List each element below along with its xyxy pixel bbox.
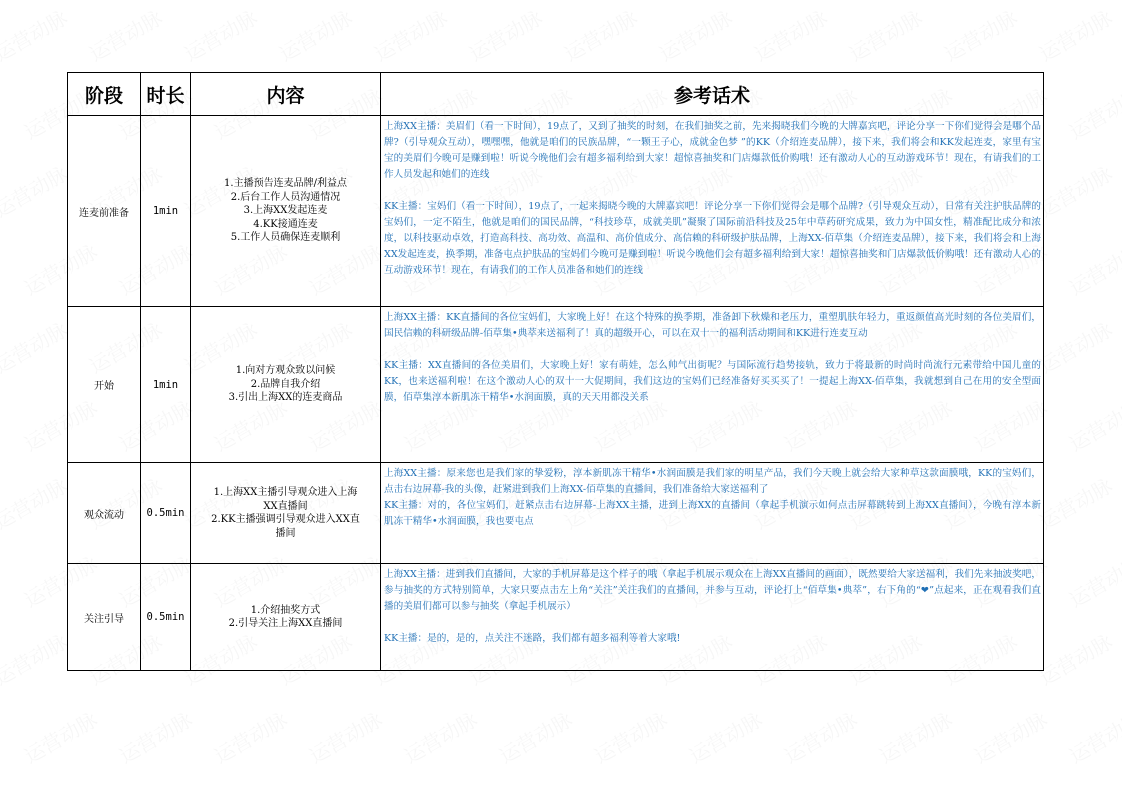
watermark-text xyxy=(1033,2,1117,67)
watermark-text xyxy=(1063,704,1122,769)
content-line: 1.主播预告连麦品牌/利益点 xyxy=(224,178,347,190)
content-cell xyxy=(191,463,381,564)
watermark-text xyxy=(778,704,862,769)
watermark-text xyxy=(0,2,72,67)
table-row xyxy=(68,463,1044,564)
watermark-text xyxy=(368,2,452,67)
header-row xyxy=(68,73,1044,116)
watermark-text xyxy=(843,2,927,67)
script-paragraph: 上海XX主播：KK直播间的各位宝妈们，大家晚上好！在这个特殊的换季期，准备卸下秋燥和老压力，重塑肌肤年轻力，重返颜值高光时刻的各位美眉们，国民信赖的科研级品牌-佰草集•典萃来送福利了！真的超级开心，可以在双十一的福利活动期间和KK进行连麦互动 xyxy=(384,312,1041,339)
script-paragraph: 上海XX主播：原来您也是我们家的挚爱粉，淳本新肌冻干精华•水润面膜是我们家的明星产品，我们今天晚上就会给大家种草这款面膜哦，KK的宝妈们，点击右边屏幕-我的头像，赶紧进到我们上海XX-佰草集的直播间，我们准备给大家送福利了 xyxy=(384,468,1041,495)
content-line: 4.KK接通连麦 xyxy=(253,218,318,230)
script-cell xyxy=(381,564,1044,671)
table-row xyxy=(68,564,1044,671)
watermark-text xyxy=(0,314,72,379)
watermark-text xyxy=(968,704,1052,769)
watermark-text xyxy=(398,704,482,769)
watermark-text xyxy=(1033,470,1117,535)
content-line: 2.后台工作人员沟通情况 xyxy=(230,191,341,203)
script-paragraph: KK主播：是的，是的，点关注不迷路，我们都有超多福利等着大家哦! xyxy=(384,633,681,644)
watermark-text xyxy=(558,2,642,67)
table-row xyxy=(68,116,1044,307)
watermark-text xyxy=(873,704,957,769)
watermark-text xyxy=(1033,158,1117,223)
watermark-text xyxy=(653,2,737,67)
table-row xyxy=(68,307,1044,463)
watermark-text xyxy=(493,704,577,769)
content-line: 2.品牌自我介绍 xyxy=(250,378,321,390)
script-paragraph: KK主播：宝妈们（看一下时间），19点了，一起来揭晓今晚的大牌嘉宾吧！评论分享一下你们觉得会是哪个品牌?（引导观众互动），日常有关注护肤品牌的宝妈们，一定不陌生，他就是咱们的国民品牌，“科技珍草，成就美肌”凝聚了国际前沿科技及25年中草药研究成果，致力为中国女性，精准配比成分和浓度，以科技驱动卓效，打造高科技、高功效、高温和、高价值成分、高信赖的科研级护肤品牌，上海XX-佰草集（介绍连麦品牌），接下来，我们将会和上海XX发起连麦，换季期，准备屯点护肤品的宝妈们今晚可是赚到啦！听说今晚他们会有超多福利给到大家！超惊喜抽奖和门店爆款低价购哦！还有激动人心的互动游戏环节！现在，有请我们的工作人员准备和她们的连线 xyxy=(384,201,1041,276)
content-cell xyxy=(191,116,381,307)
content-line: 2.KK主播强调引导观众进入XX直 xyxy=(211,514,360,525)
watermark-text xyxy=(683,704,767,769)
script-paragraph: KK主播：对的，各位宝妈们，赶紧点击右边屏幕-上海XX主播，进到上海XX的直播间（拿起手机演示如何点击屏幕跳转到上海XX直播间），今晚有淳本新肌冻干精华•水润面膜，我也要屯点 xyxy=(384,500,1041,527)
duration-cell: 1min xyxy=(141,307,191,463)
duration-cell: 0.5min xyxy=(141,564,191,671)
watermark-text xyxy=(1063,80,1122,145)
stage-cell: 关注引导 xyxy=(68,564,141,671)
content-line: 2.引导关注上海XX直播间 xyxy=(228,618,343,629)
content-line: 5.工作人员确保连麦顺利 xyxy=(230,232,341,244)
watermark-text xyxy=(938,2,1022,67)
watermark-text xyxy=(1033,314,1117,379)
watermark-text xyxy=(113,704,197,769)
header-content: 内容 xyxy=(191,73,381,116)
watermark-text xyxy=(1063,236,1122,301)
watermark-text xyxy=(1033,626,1117,691)
watermark-text xyxy=(178,2,262,67)
script-paragraph: 上海XX主播：美眉们（看一下时间），19点了，又到了抽奖的时刻，在我们抽奖之前，先来揭晓我们今晚的大牌嘉宾吧，评论分享一下你们觉得会是哪个品牌?（引导观众互动），嘿嘿嘿，他就是咱们的民族品牌，“一颗王子心，成就金色梦 ”的KK（介绍连麦品牌），接下来，我们将会和KK发起连麦，家里有宝宝的美眉们今晚可是赚到啦！听说今晚他们会有超多福利给到大家！超惊喜抽奖和门店爆款低价购哦！还有激动人心的互动游戏环节！现在，有请我们的工作人员发起和她们的连线 xyxy=(384,121,1041,180)
watermark-text xyxy=(0,158,72,223)
watermark-text xyxy=(463,2,547,67)
duration-cell: 1min xyxy=(141,116,191,307)
stage-cell: 观众流动 xyxy=(68,463,141,564)
content-cell xyxy=(191,564,381,671)
content-line: 1.向对方观众致以问候 xyxy=(235,365,336,377)
live-script-table xyxy=(67,72,1044,671)
script-paragraph: KK主播：XX直播间的各位美眉们，大家晚上好！家有萌娃，怎么帅气出街呢？与国际流行趋势接轨，致力于将最新的时尚时尚流行元素带给中国儿童的KK，也来送福利啦！在这个激动人心的双十一大促期间，我们这边的宝妈们已经准备好买买买了！一提起上海XX-佰草集，我就想到自己在用的安全型面膜，佰草集淳本新肌冻干精华•水润面膜，真的天天用都没关系 xyxy=(384,360,1041,403)
content-line: 播间 xyxy=(275,527,296,539)
script-cell xyxy=(381,307,1044,463)
content-line: 3.上海XX发起连麦 xyxy=(243,205,328,217)
content-line: 3.引出上海XX的连麦商品 xyxy=(228,392,343,404)
content-cell xyxy=(191,307,381,463)
stage-cell: 连麦前准备 xyxy=(68,116,141,307)
watermark-text xyxy=(83,2,167,67)
watermark-text xyxy=(208,704,292,769)
watermark-text xyxy=(0,470,72,535)
header-stage: 阶段 xyxy=(68,73,141,116)
watermark-text xyxy=(18,704,102,769)
content-line: XX直播间 xyxy=(263,500,308,512)
watermark-text xyxy=(1063,548,1122,613)
watermark-text xyxy=(273,2,357,67)
watermark-text xyxy=(0,626,72,691)
watermark-text xyxy=(748,2,832,67)
header-duration: 时长 xyxy=(141,73,191,116)
watermark-text xyxy=(588,704,672,769)
content-line: 1.介绍抽奖方式 xyxy=(250,604,321,616)
script-cell xyxy=(381,463,1044,564)
content-line: 1.上海XX主播引导观众进入上海 xyxy=(213,487,358,498)
stage-cell: 开始 xyxy=(68,307,141,463)
duration-cell: 0.5min xyxy=(141,463,191,564)
header-script: 参考话术 xyxy=(381,73,1044,116)
watermark-text xyxy=(303,704,387,769)
script-cell xyxy=(381,116,1044,307)
script-paragraph: 上海XX主播：进到我们直播间，大家的手机屏幕是这个样子的哦（拿起手机展示观众在上海XX直播间的画面），既然要给大家送福利，我们先来抽波奖吧，参与抽奖的方式特别简单，大家只要点击左上角“关注”关注我们的直播间，并参与互动，评论打上“佰草集•典萃”，右下角的“❤”点起来，正在观看我们直播的美眉们都可以参与抽奖（拿起手机展示） xyxy=(384,569,1041,612)
watermark-text xyxy=(1063,392,1122,457)
